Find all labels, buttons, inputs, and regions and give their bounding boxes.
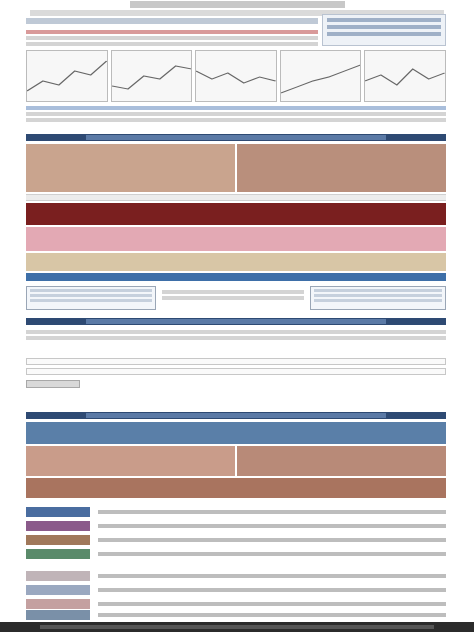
section-heading [86, 135, 386, 140]
list-thumbnail [26, 521, 90, 531]
list-item[interactable] [26, 520, 446, 532]
list-thumbnail [26, 571, 90, 581]
mini-chart-graphic [196, 51, 276, 101]
mini-chart [195, 50, 277, 102]
section-heading-bar [26, 134, 446, 141]
page-title [130, 1, 345, 8]
body-text-line [162, 296, 304, 300]
intro-line [26, 106, 446, 110]
info-panel [322, 14, 446, 46]
intro-line [26, 30, 318, 34]
section-heading [86, 319, 386, 324]
photo-thumbnail[interactable] [26, 144, 235, 192]
list-item[interactable] [26, 570, 446, 582]
photo-caption [26, 194, 446, 201]
data-table [26, 286, 156, 310]
data-table [310, 286, 446, 310]
photo-thumbnail[interactable] [26, 253, 446, 271]
body-text-line [26, 112, 446, 116]
list-item[interactable] [26, 548, 446, 560]
photo-row [26, 144, 446, 192]
footer [0, 622, 474, 632]
list-item[interactable] [26, 609, 446, 621]
list-item[interactable] [26, 506, 446, 518]
list-item-link[interactable] [98, 613, 446, 617]
list-thumbnail [26, 549, 90, 559]
info-panel-row [327, 18, 441, 22]
photo-thumbnail[interactable] [26, 478, 446, 498]
body-text-line [26, 118, 446, 122]
list-thumbnail [26, 585, 90, 595]
list-item-link[interactable] [98, 602, 446, 606]
mini-chart-graphic [112, 51, 192, 101]
section-heading-bar [26, 318, 446, 325]
intro-line [26, 36, 318, 40]
intro-line [26, 42, 318, 46]
section-heading [86, 413, 386, 418]
body-text-line [26, 336, 446, 340]
photo-thumbnail[interactable] [26, 273, 446, 281]
list-item-link[interactable] [98, 552, 446, 556]
mini-chart [364, 50, 446, 102]
list-item[interactable] [26, 584, 446, 596]
mini-chart-graphic [27, 51, 107, 101]
list-thumbnail [26, 507, 90, 517]
info-strip [26, 18, 318, 24]
list-thumbnail [26, 535, 90, 545]
chart-strip [26, 50, 446, 102]
table-row [30, 289, 152, 292]
photo-row [26, 478, 446, 498]
table-row [314, 294, 442, 297]
list-thumbnail [26, 599, 90, 609]
photo-row [26, 203, 446, 225]
body-text-line [26, 330, 446, 334]
photo-row [26, 422, 446, 444]
photo-row [26, 227, 446, 251]
table-row [30, 294, 152, 297]
info-panel-row [327, 32, 441, 36]
photo-thumbnail[interactable] [26, 422, 446, 444]
list-item-link[interactable] [98, 538, 446, 542]
list-item[interactable] [26, 534, 446, 546]
photo-row [26, 273, 446, 281]
section-heading-bar [26, 412, 446, 419]
photo-thumbnail[interactable] [26, 227, 446, 251]
body-text-line [162, 290, 304, 294]
photo-row [26, 253, 446, 271]
list-item-link[interactable] [98, 574, 446, 578]
photo-thumbnail[interactable] [237, 446, 446, 476]
list-thumbnail [26, 610, 90, 620]
photo-thumbnail[interactable] [26, 446, 235, 476]
table-row [314, 299, 442, 302]
mini-chart-graphic [365, 51, 445, 101]
table-row [30, 299, 152, 302]
mini-chart-graphic [281, 51, 361, 101]
comment-name-input[interactable] [26, 358, 446, 365]
list-item-link[interactable] [98, 510, 446, 514]
mini-chart [111, 50, 193, 102]
footer-text [40, 625, 434, 629]
photo-thumbnail[interactable] [26, 203, 446, 225]
info-panel-row [327, 25, 441, 29]
table-row [314, 289, 442, 292]
list-item-link[interactable] [98, 524, 446, 528]
photo-thumbnail[interactable] [237, 144, 446, 192]
photo-row [26, 446, 446, 476]
mini-chart [26, 50, 108, 102]
list-item-link[interactable] [98, 588, 446, 592]
mini-chart [280, 50, 362, 102]
comment-email-input[interactable] [26, 368, 446, 375]
submit-button[interactable] [26, 380, 80, 388]
